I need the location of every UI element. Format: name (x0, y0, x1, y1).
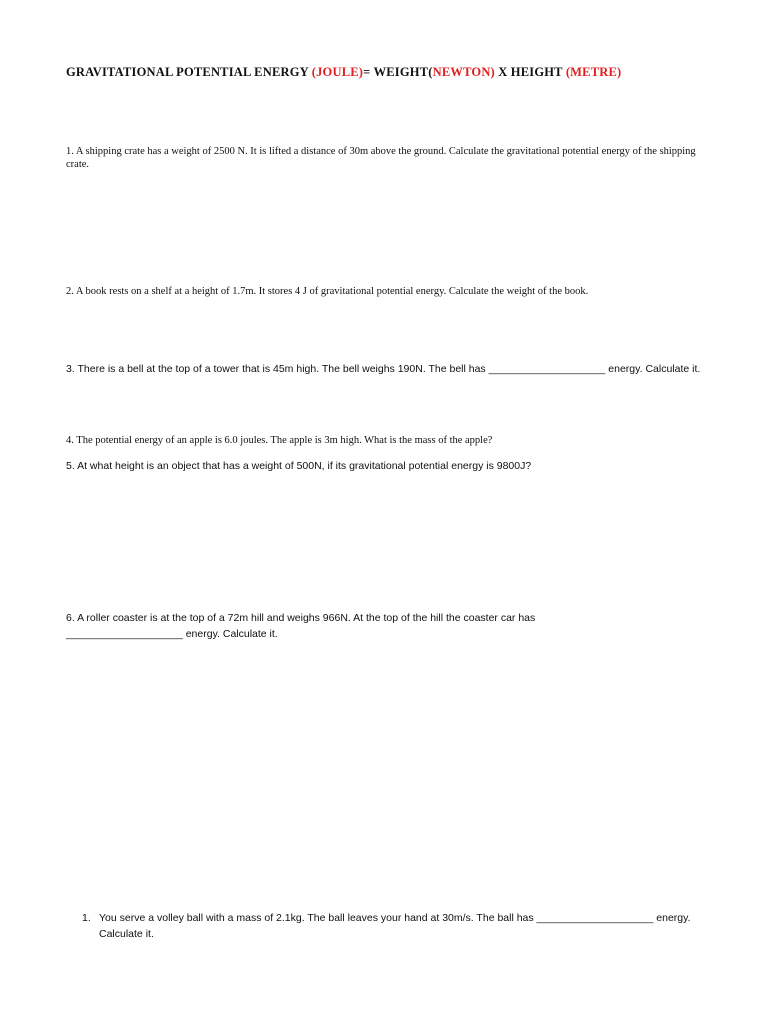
question-6: 6. A roller coaster is at the top of a 72m hill and weighs 966N. At the top of the hill the coaster car has ____________________ energy. Calculate it. (66, 612, 536, 640)
question-1: 1. A shipping crate has a weight of 2500 N. It is lifted a distance of 30m above the ground. Calculate the gravitational potential energy of the shipping crate. (66, 146, 696, 170)
title-part-3: = WEIGHT( (363, 65, 433, 79)
title-part-5: X HEIGHT (494, 65, 566, 79)
title-unit-joule: (JOULE) (311, 65, 364, 79)
numbered-question-text: You serve a volley ball with a mass of 2.1kg. The ball leaves your hand at 30m/s. The ball has ____________________ energy. Calculate it. (99, 912, 691, 940)
numbered-question (82, 910, 702, 942)
page-title (66, 65, 746, 80)
title-part-1: GRAVITATIONAL POTENTIAL ENERGY (66, 65, 312, 79)
title-unit-newton: NEWTON) (432, 65, 495, 79)
list-marker: 1. (82, 912, 91, 924)
question-5: 5. At what height is an object that has a weight of 500N, if its gravitational potential energy is 9800J? (66, 460, 532, 472)
question-4: 4. The potential energy of an apple is 6.0 joules. The apple is 3m high. What is the mass of the apple? (66, 435, 493, 446)
question-2: 2. A book rests on a shelf at a height of 1.7m. It stores 4 J of gravitational potential energy. Calculate the weight of the book. (66, 286, 589, 297)
title-unit-metre: (METRE) (565, 65, 622, 79)
question-3: 3. There is a bell at the top of a tower that is 45m high. The bell weighs 190N. The bell has ____________________ energy. Calculate it. (66, 363, 701, 375)
